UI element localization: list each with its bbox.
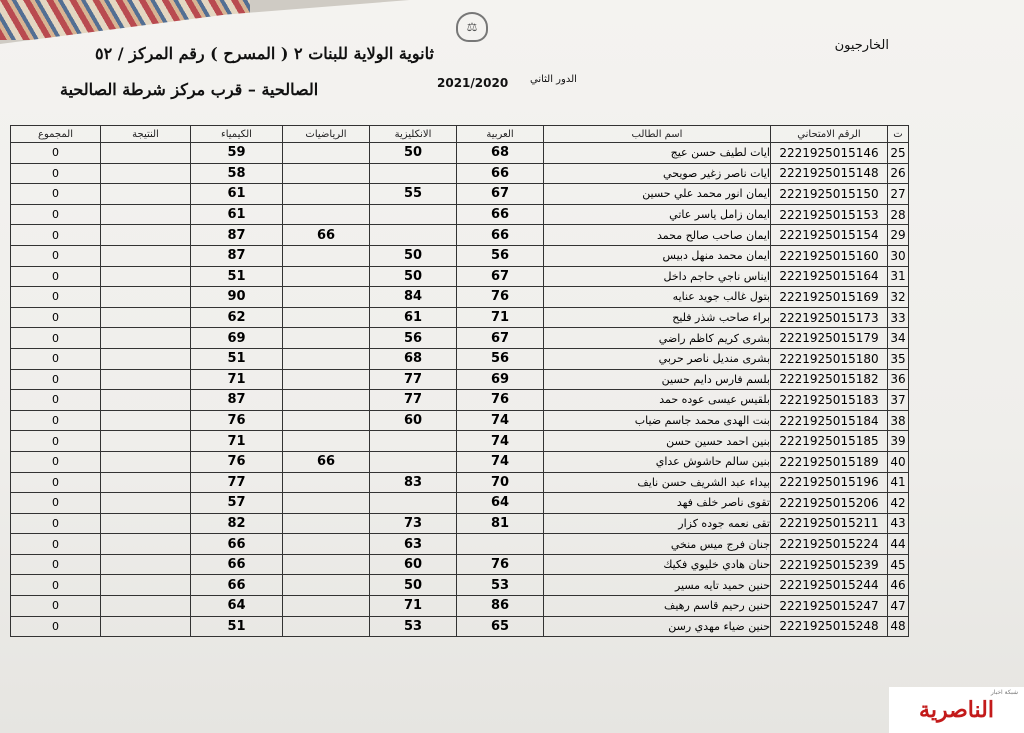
cell-chemistry: 77 — [191, 472, 283, 493]
cell-english: 53 — [370, 616, 457, 637]
cell-arabic: 66 — [457, 163, 544, 184]
cell-english: 50 — [370, 575, 457, 596]
cell-exam-no: 2221925015184 — [771, 410, 888, 431]
table-row — [11, 369, 909, 390]
cell-result — [101, 575, 191, 596]
cell-exam-no: 2221925015154 — [771, 225, 888, 246]
cell-seq: 34 — [888, 328, 909, 349]
cell-chemistry: 61 — [191, 204, 283, 225]
watermark-tagline: شبكة اخبار — [990, 689, 1018, 696]
table-row — [11, 245, 909, 266]
cell-chemistry: 76 — [191, 451, 283, 472]
cell-student-name: بنين سالم حاشوش عداي — [544, 451, 771, 472]
cell-chemistry: 87 — [191, 245, 283, 266]
cell-seq: 45 — [888, 554, 909, 575]
cell-result — [101, 472, 191, 493]
cell-english: 60 — [370, 554, 457, 575]
cell-math — [283, 410, 370, 431]
cell-exam-no: 2221925015180 — [771, 348, 888, 369]
col-header-arabic: العربية — [457, 126, 544, 143]
cell-student-name: تقوى ناصر خلف فهد — [544, 493, 771, 514]
table-row — [11, 328, 909, 349]
cell-total: 0 — [11, 287, 101, 308]
cell-total: 0 — [11, 184, 101, 205]
cell-result — [101, 493, 191, 514]
cell-student-name: حنين ضياء مهدي رسن — [544, 616, 771, 637]
cell-total: 0 — [11, 554, 101, 575]
cell-exam-no: 2221925015153 — [771, 204, 888, 225]
cell-total: 0 — [11, 616, 101, 637]
cell-exam-no: 2221925015179 — [771, 328, 888, 349]
table-row — [11, 596, 909, 617]
cell-result — [101, 451, 191, 472]
cell-arabic: 56 — [457, 348, 544, 369]
cell-chemistry: 87 — [191, 390, 283, 411]
col-header-result: النتيجة — [101, 126, 191, 143]
cell-seq: 30 — [888, 245, 909, 266]
cell-arabic: 74 — [457, 431, 544, 452]
cell-arabic: 70 — [457, 472, 544, 493]
cell-arabic: 65 — [457, 616, 544, 637]
cell-student-name: بشرى منديل ناصر حربي — [544, 348, 771, 369]
cell-chemistry: 57 — [191, 493, 283, 514]
cell-result — [101, 390, 191, 411]
cell-result — [101, 307, 191, 328]
cell-chemistry: 58 — [191, 163, 283, 184]
cell-english: 50 — [370, 266, 457, 287]
cell-seq: 46 — [888, 575, 909, 596]
cell-student-name: بلسم فارس دايم حسين — [544, 369, 771, 390]
cell-arabic: 66 — [457, 225, 544, 246]
cell-seq: 27 — [888, 184, 909, 205]
cell-exam-no: 2221925015224 — [771, 534, 888, 555]
cell-chemistry: 69 — [191, 328, 283, 349]
cell-total: 0 — [11, 369, 101, 390]
cell-total: 0 — [11, 163, 101, 184]
cell-seq: 33 — [888, 307, 909, 328]
cell-arabic — [457, 534, 544, 555]
cell-chemistry: 61 — [191, 184, 283, 205]
cell-math — [283, 431, 370, 452]
cell-exam-no: 2221925015185 — [771, 431, 888, 452]
cell-total: 0 — [11, 307, 101, 328]
cell-chemistry: 51 — [191, 266, 283, 287]
table-row — [11, 513, 909, 534]
cell-exam-no: 2221925015211 — [771, 513, 888, 534]
cell-seq: 42 — [888, 493, 909, 514]
cell-math — [283, 493, 370, 514]
cell-exam-no: 2221925015173 — [771, 307, 888, 328]
cell-math — [283, 348, 370, 369]
cell-total: 0 — [11, 245, 101, 266]
cell-student-name: ايمان صاحب صالح محمد — [544, 225, 771, 246]
cell-total: 0 — [11, 451, 101, 472]
cell-chemistry: 90 — [191, 287, 283, 308]
cell-result — [101, 266, 191, 287]
cell-arabic: 67 — [457, 266, 544, 287]
cell-exam-no: 2221925015183 — [771, 390, 888, 411]
cell-student-name: بشرى كريم كاظم راضي — [544, 328, 771, 349]
cell-total: 0 — [11, 513, 101, 534]
cell-exam-no: 2221925015248 — [771, 616, 888, 637]
cell-english: 63 — [370, 534, 457, 555]
table-row — [11, 287, 909, 308]
table-row — [11, 204, 909, 225]
cell-arabic: 86 — [457, 596, 544, 617]
cell-seq: 29 — [888, 225, 909, 246]
cell-student-name: بلقيس عيسى عوده حمد — [544, 390, 771, 411]
academic-year: 2021/2020 — [437, 76, 509, 90]
cell-math — [283, 204, 370, 225]
cell-exam-no: 2221925015146 — [771, 143, 888, 164]
table-row — [11, 390, 909, 411]
cell-result — [101, 369, 191, 390]
cell-arabic: 66 — [457, 204, 544, 225]
cell-exam-no: 2221925015244 — [771, 575, 888, 596]
cell-arabic: 53 — [457, 575, 544, 596]
table-row — [11, 163, 909, 184]
cell-math — [283, 245, 370, 266]
col-header-name: اسم الطالب — [544, 126, 771, 143]
cell-seq: 48 — [888, 616, 909, 637]
cell-math — [283, 513, 370, 534]
cell-chemistry: 51 — [191, 616, 283, 637]
grades-body — [11, 143, 909, 637]
exam-round: الدور الثاني — [530, 74, 577, 85]
cell-seq: 37 — [888, 390, 909, 411]
table-row — [11, 410, 909, 431]
emblem-icon: ⚖ — [456, 12, 488, 42]
cell-math — [283, 184, 370, 205]
cell-result — [101, 534, 191, 555]
cell-total: 0 — [11, 225, 101, 246]
cell-arabic: 56 — [457, 245, 544, 266]
cell-result — [101, 225, 191, 246]
cell-result — [101, 431, 191, 452]
cell-english: 73 — [370, 513, 457, 534]
cell-chemistry: 51 — [191, 348, 283, 369]
col-header-english: الانكليزية — [370, 126, 457, 143]
cell-math — [283, 307, 370, 328]
table-row — [11, 616, 909, 637]
cell-total: 0 — [11, 266, 101, 287]
cell-english: 68 — [370, 348, 457, 369]
cell-student-name: ايمان انور محمد علي حسين — [544, 184, 771, 205]
cell-arabic: 71 — [457, 307, 544, 328]
cell-student-name: بتول غالب جويد عنايه — [544, 287, 771, 308]
cell-student-name: بنين احمد حسين حسن — [544, 431, 771, 452]
table-row — [11, 575, 909, 596]
cell-english — [370, 163, 457, 184]
cell-seq: 26 — [888, 163, 909, 184]
table-row — [11, 451, 909, 472]
cell-arabic: 68 — [457, 143, 544, 164]
cell-arabic: 67 — [457, 184, 544, 205]
table-row — [11, 184, 909, 205]
cell-exam-no: 2221925015189 — [771, 451, 888, 472]
cell-student-name: حنين حميد تايه مسير — [544, 575, 771, 596]
cell-student-name: ايناس ناجي حاجم داخل — [544, 266, 771, 287]
table-row — [11, 534, 909, 555]
cell-result — [101, 410, 191, 431]
cell-math — [283, 472, 370, 493]
cell-seq: 36 — [888, 369, 909, 390]
school-title: ثانوية الولاية للبنات ٢ ( المسرح ) رقم المركز / ٥٢ — [95, 44, 434, 63]
cell-chemistry: 87 — [191, 225, 283, 246]
cell-arabic: 67 — [457, 328, 544, 349]
col-header-seq: ت — [888, 126, 909, 143]
table-row — [11, 472, 909, 493]
cell-result — [101, 163, 191, 184]
cell-arabic: 69 — [457, 369, 544, 390]
cell-total: 0 — [11, 410, 101, 431]
cell-seq: 31 — [888, 266, 909, 287]
cell-english: 83 — [370, 472, 457, 493]
cell-student-name: ايمان محمد منهل دبيس — [544, 245, 771, 266]
cell-seq: 25 — [888, 143, 909, 164]
cell-chemistry: 66 — [191, 534, 283, 555]
cell-arabic: 76 — [457, 287, 544, 308]
cell-math: 66 — [283, 225, 370, 246]
cell-total: 0 — [11, 348, 101, 369]
cell-student-name: براء صاحب شذر فليح — [544, 307, 771, 328]
cell-english: 55 — [370, 184, 457, 205]
cell-math — [283, 163, 370, 184]
cell-exam-no: 2221925015247 — [771, 596, 888, 617]
cell-result — [101, 245, 191, 266]
cell-arabic: 74 — [457, 451, 544, 472]
cell-result — [101, 596, 191, 617]
cell-arabic: 81 — [457, 513, 544, 534]
cell-student-name: ايمان زامل ياسر عاتي — [544, 204, 771, 225]
col-header-total: المجموع — [11, 126, 101, 143]
table-row — [11, 307, 909, 328]
cell-result — [101, 204, 191, 225]
cell-total: 0 — [11, 472, 101, 493]
cell-english: 50 — [370, 245, 457, 266]
cell-english — [370, 225, 457, 246]
cell-arabic: 76 — [457, 554, 544, 575]
cell-student-name: بيداء عبد الشريف حسن نايف — [544, 472, 771, 493]
category-label: الخارجيون — [834, 38, 889, 53]
school-location: الصالحية – قرب مركز شرطة الصالحية — [60, 80, 319, 99]
col-header-chemistry: الكيمياء — [191, 126, 283, 143]
cell-math: 66 — [283, 451, 370, 472]
cell-english: 61 — [370, 307, 457, 328]
cell-english: 77 — [370, 369, 457, 390]
cell-english — [370, 493, 457, 514]
grades-table — [10, 125, 909, 637]
cell-math — [283, 575, 370, 596]
cell-result — [101, 328, 191, 349]
cell-english: 56 — [370, 328, 457, 349]
cell-math — [283, 616, 370, 637]
cell-math — [283, 596, 370, 617]
cell-seq: 44 — [888, 534, 909, 555]
cell-student-name: ايات ناصر زغير صويحي — [544, 163, 771, 184]
cell-result — [101, 143, 191, 164]
cell-total: 0 — [11, 431, 101, 452]
cell-english: 77 — [370, 390, 457, 411]
table-row — [11, 143, 909, 164]
cell-student-name: حنين رحيم قاسم رهيف — [544, 596, 771, 617]
cell-exam-no: 2221925015206 — [771, 493, 888, 514]
cell-english: 50 — [370, 143, 457, 164]
table-row — [11, 266, 909, 287]
cell-result — [101, 616, 191, 637]
cell-total: 0 — [11, 390, 101, 411]
cell-chemistry: 59 — [191, 143, 283, 164]
cell-seq: 35 — [888, 348, 909, 369]
cell-total: 0 — [11, 204, 101, 225]
cell-math — [283, 554, 370, 575]
cell-total: 0 — [11, 596, 101, 617]
cell-english: 84 — [370, 287, 457, 308]
cell-math — [283, 390, 370, 411]
cell-result — [101, 184, 191, 205]
col-header-math: الرياضيات — [283, 126, 370, 143]
cell-exam-no: 2221925015196 — [771, 472, 888, 493]
cell-arabic: 76 — [457, 390, 544, 411]
cell-student-name: تقى نعمه جوده كزار — [544, 513, 771, 534]
cell-result — [101, 287, 191, 308]
watermark-logo — [889, 687, 1024, 733]
cell-seq: 40 — [888, 451, 909, 472]
col-header-exam-no: الرقم الامتحاني — [771, 126, 888, 143]
cell-english — [370, 431, 457, 452]
cell-chemistry: 71 — [191, 369, 283, 390]
cell-math — [283, 266, 370, 287]
table-row — [11, 225, 909, 246]
cell-seq: 32 — [888, 287, 909, 308]
cell-seq: 47 — [888, 596, 909, 617]
table-row — [11, 431, 909, 452]
cell-total: 0 — [11, 575, 101, 596]
cell-exam-no: 2221925015169 — [771, 287, 888, 308]
cell-total: 0 — [11, 493, 101, 514]
cell-exam-no: 2221925015164 — [771, 266, 888, 287]
cell-total: 0 — [11, 143, 101, 164]
cell-exam-no: 2221925015148 — [771, 163, 888, 184]
cell-result — [101, 513, 191, 534]
cell-chemistry: 62 — [191, 307, 283, 328]
cell-student-name: حنان هادي خليوي فكيك — [544, 554, 771, 575]
cell-total: 0 — [11, 534, 101, 555]
cell-math — [283, 534, 370, 555]
cell-exam-no: 2221925015160 — [771, 245, 888, 266]
cell-math — [283, 143, 370, 164]
cell-student-name: ايات لطيف حسن عيج — [544, 143, 771, 164]
cell-chemistry: 64 — [191, 596, 283, 617]
cell-chemistry: 76 — [191, 410, 283, 431]
cell-result — [101, 554, 191, 575]
cell-english: 71 — [370, 596, 457, 617]
cell-exam-no: 2221925015150 — [771, 184, 888, 205]
cell-result — [101, 348, 191, 369]
cell-total: 0 — [11, 328, 101, 349]
cell-student-name: جنان فرج ميس منخي — [544, 534, 771, 555]
cell-arabic: 64 — [457, 493, 544, 514]
cell-exam-no: 2221925015239 — [771, 554, 888, 575]
cell-chemistry: 66 — [191, 575, 283, 596]
cell-chemistry: 66 — [191, 554, 283, 575]
watermark-text: الناصرية — [919, 697, 994, 723]
table-row — [11, 554, 909, 575]
cell-arabic: 74 — [457, 410, 544, 431]
cell-seq: 38 — [888, 410, 909, 431]
cell-math — [283, 287, 370, 308]
cell-english — [370, 204, 457, 225]
cell-english: 60 — [370, 410, 457, 431]
table-row — [11, 493, 909, 514]
cell-chemistry: 71 — [191, 431, 283, 452]
cell-seq: 39 — [888, 431, 909, 452]
cell-seq: 28 — [888, 204, 909, 225]
cell-student-name: بنت الهدى محمد جاسم ضياب — [544, 410, 771, 431]
cell-chemistry: 82 — [191, 513, 283, 534]
cell-english — [370, 451, 457, 472]
cell-exam-no: 2221925015182 — [771, 369, 888, 390]
cell-math — [283, 369, 370, 390]
cell-seq: 43 — [888, 513, 909, 534]
cell-math — [283, 328, 370, 349]
cell-seq: 41 — [888, 472, 909, 493]
table-row — [11, 348, 909, 369]
